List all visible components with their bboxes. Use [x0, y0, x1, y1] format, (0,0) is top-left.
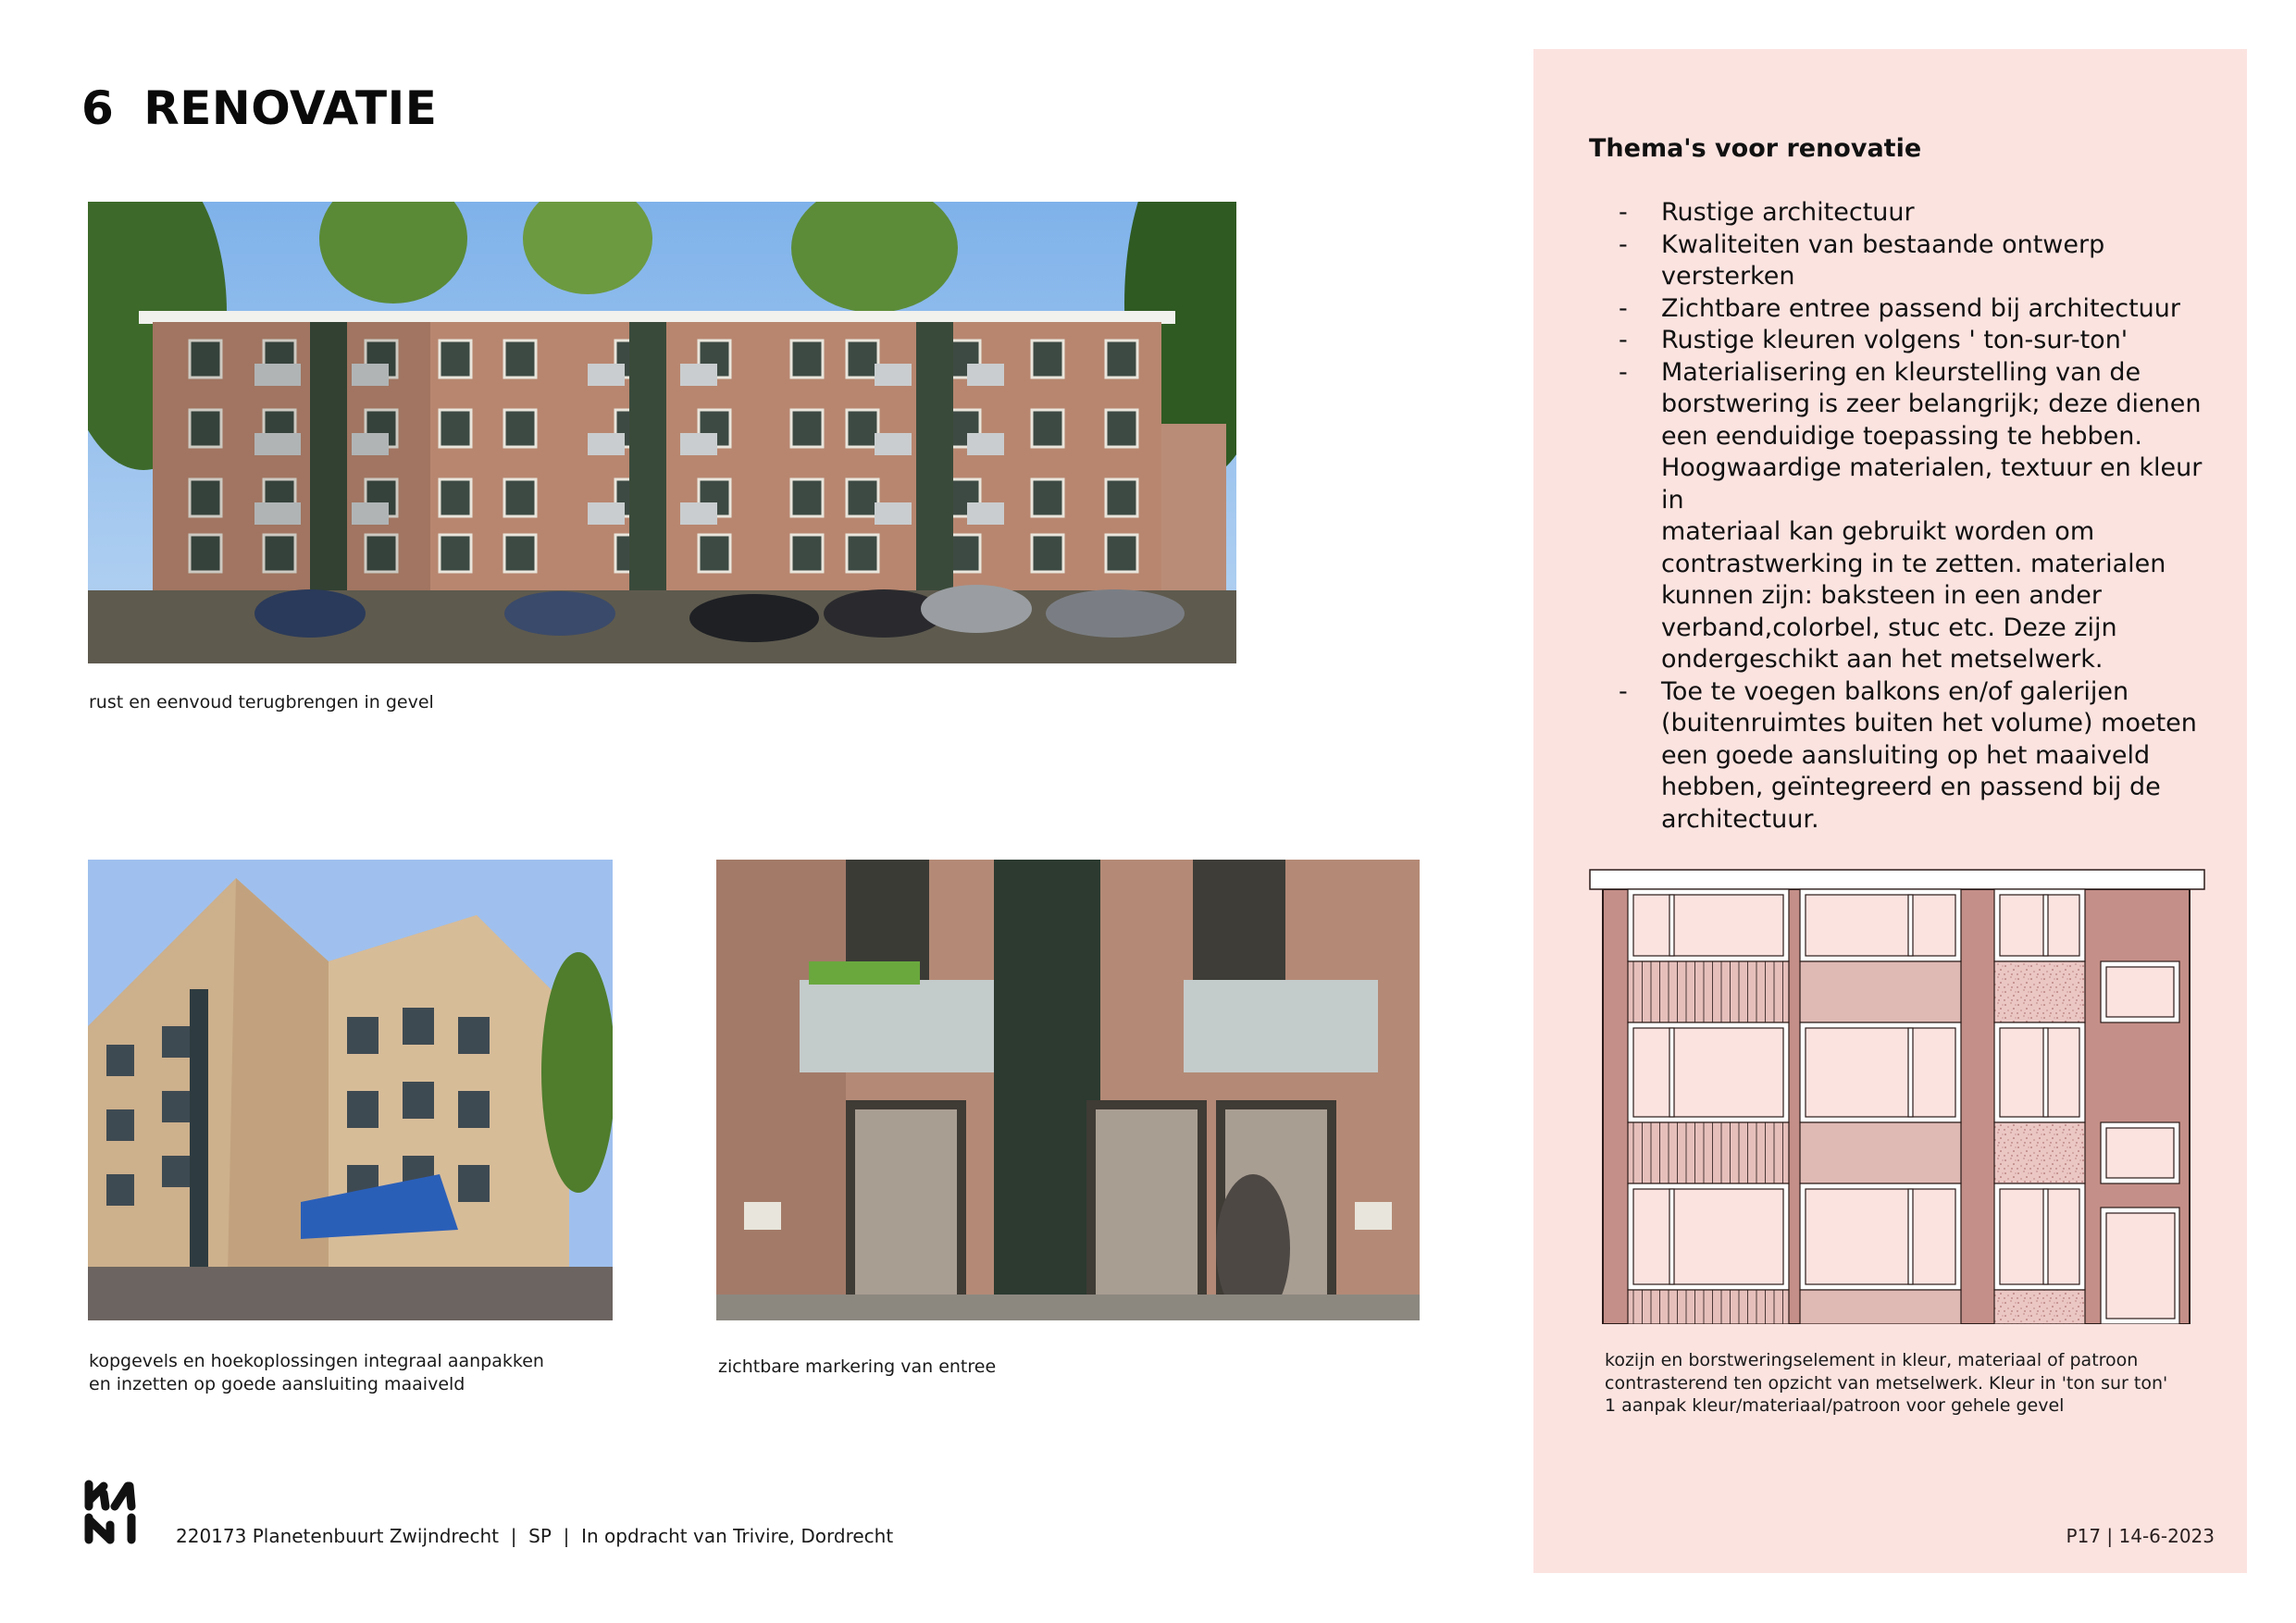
theme-line: kunnen zijn: baksteen in een ander: [1661, 581, 2102, 610]
section-number: 6: [81, 81, 115, 135]
caption-facade-overview: rust en eenvoud terugbrengen in gevel: [89, 692, 434, 712]
theme-item: [1619, 229, 2211, 293]
corner-building-photo-icon: [88, 860, 613, 1320]
theme-line: versterken: [1661, 262, 1795, 291]
theme-line: materiaal kan gebruikt worden om: [1661, 517, 2095, 546]
facade-elevation-diagram: [1589, 860, 2205, 1328]
theme-line: Rustige kleuren volgens ' ton-sur-ton': [1661, 326, 2128, 354]
caption-line: en inzetten op goede aansluiting maaiveld: [89, 1374, 465, 1394]
page-info: P17 | 14-6-2023: [2066, 1525, 2215, 1547]
theme-line: Toe te voegen balkons en/of galerijen: [1661, 676, 2129, 706]
page-title: [81, 81, 437, 135]
theme-item: [1619, 325, 2211, 357]
themes-panel: [1533, 49, 2247, 1573]
section-title: RENOVATIE: [143, 81, 438, 135]
theme-line: borstwering is zeer belangrijk; deze dienen: [1661, 390, 2202, 418]
photo-corner-building: [88, 860, 613, 1320]
bullet-dash: -: [1619, 676, 1628, 706]
bullet-dash: -: [1619, 326, 1628, 354]
theme-line: verband,colorbel, stuc etc. Deze zijn: [1661, 613, 2117, 642]
diagram-caption: [1605, 1349, 2167, 1418]
theme-line: architectuur.: [1661, 804, 1819, 834]
theme-line: contrastwerking in te zetten. materialen: [1661, 549, 2166, 578]
bullet-dash: -: [1619, 229, 1628, 259]
panel-title: Thema's voor renovatie: [1589, 134, 1922, 163]
diagram-caption-line: contrasterend ten opzicht van metselwerk. Kleur in 'ton sur ton': [1605, 1372, 2168, 1394]
theme-line: een goede aansluiting op het maaiveld: [1661, 740, 2151, 770]
theme-line: (buitenruimtes buiten het volume) moeten: [1661, 709, 2197, 737]
theme-item: [1619, 293, 2211, 326]
theme-line: een eenduidige toepassing te hebben.: [1661, 421, 2142, 451]
theme-line: Hoogwaardige materialen, textuur en kleur in: [1661, 453, 2203, 514]
bullet-dash: -: [1619, 357, 1628, 387]
theme-item: [1619, 676, 2211, 836]
diagram-caption-line: 1 aanpak kleur/materiaal/patroon voor gehele gevel: [1605, 1395, 2065, 1416]
theme-line: Zichtbare entree passend bij architectuur: [1661, 293, 2181, 323]
photo-facade-overview: [88, 202, 1236, 663]
theme-line: Materialisering en kleurstelling van de: [1661, 357, 2141, 387]
kaw-logo-icon: [81, 1479, 139, 1545]
footer-project-info: 220173 Planetenbuurt Zwijndrecht | SP | In opdracht van Trivire, Dordrecht: [176, 1525, 894, 1547]
theme-item: [1619, 197, 2211, 229]
caption-corner-building: [89, 1350, 544, 1396]
building-facade-photo-icon: [88, 202, 1236, 663]
theme-item: [1619, 357, 2211, 676]
theme-line: Rustige architectuur: [1661, 198, 1915, 227]
photo-entrance: [716, 860, 1420, 1320]
facade-diagram-icon: [1589, 860, 2205, 1324]
bullet-dash: -: [1619, 293, 1628, 323]
theme-line: Kwaliteiten van bestaande ontwerp: [1661, 229, 2105, 259]
diagram-caption-line: kozijn en borstweringselement in kleur, materiaal of patroon: [1605, 1350, 2139, 1370]
theme-line: hebben, geïntegreerd en passend bij de: [1661, 773, 2161, 801]
bullet-dash: -: [1619, 198, 1628, 227]
theme-line: ondergeschikt aan het metselwerk.: [1661, 645, 2104, 674]
caption-line: kopgevels en hoekoplossingen integraal aanpakken: [89, 1351, 544, 1371]
themes-list: [1619, 197, 2211, 836]
entrance-photo-icon: [716, 860, 1420, 1320]
caption-entrance: zichtbare markering van entree: [718, 1357, 997, 1377]
